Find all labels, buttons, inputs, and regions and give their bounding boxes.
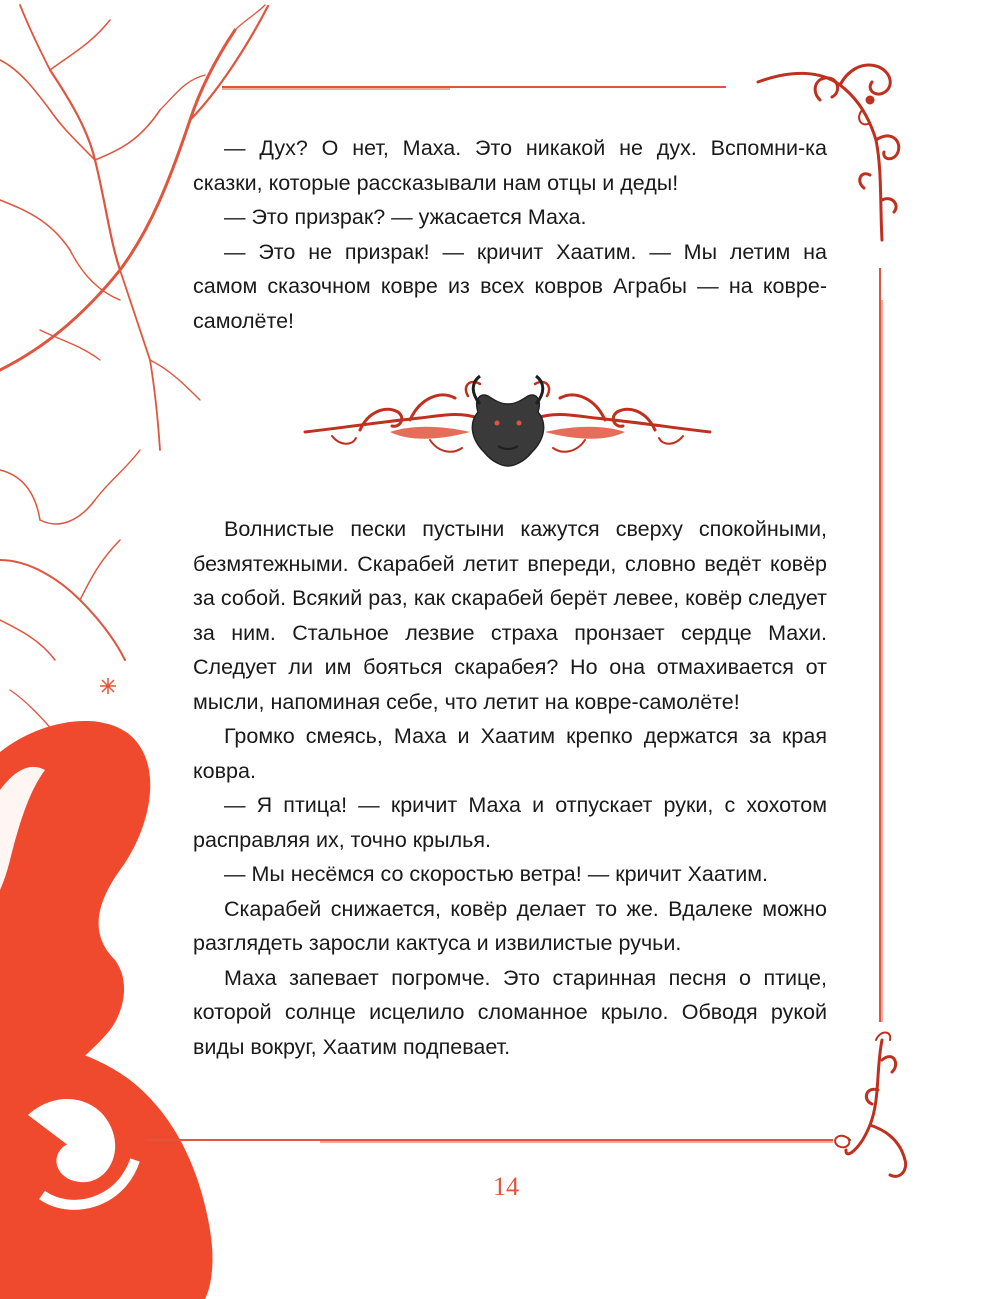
paragraph: — Мы несёмся со скоростью ветра! — кричит Хаатим. <box>224 862 768 886</box>
corner-flourish-icon <box>835 1033 906 1177</box>
paragraph: Маха запевает погромче. Это старинная песня о птице, которой солнце исцелило сломанное крыло. Обводя рукой виды вокруг, Хаатим подпевает. <box>193 965 827 1059</box>
paragraph: — Это не призрак! — кричит Хаатим. — Мы летим на самом сказочном ковре из всех ковров Аграбы — на ковре-самолёте! <box>193 239 827 333</box>
paragraph: Волнистые пески пустыни кажутся сверху спокойными, безмятежными. Скарабей летит впереди, словно ведёт ковёр за собой. Всякий раз, как скарабей берёт левее, ковёр следует за ним. Стальное лезвие страха пронзает сердце Махи. Следует ли им бояться скарабея? Но она отмахивается от мысли, напоминая себе, что летит на ковре-самолёте! <box>193 517 827 714</box>
demon-head-ornament-icon <box>305 376 710 466</box>
paragraph: — Это призрак? — ужасается Маха. <box>224 205 587 229</box>
paragraph: — Дух? О нет, Маха. Это никакой не дух. Вспомни-ка сказки, которые рассказывали нам отцы и деды! <box>193 136 827 195</box>
text-block-bottom <box>193 512 827 1064</box>
paragraph: Громко смеясь, Маха и Хаатим крепко держатся за края ковра. <box>193 724 827 783</box>
paragraph: — Я птица! — кричит Маха и отпускает руки, с хохотом расправляя их, точно крылья. <box>193 793 827 852</box>
paragraph: Скарабей снижается, ковёр делает то же. Вдалеке можно разглядеть заросли кактуса и извилистые ручьи. <box>193 896 827 955</box>
page-number: 14 <box>493 1172 519 1201</box>
red-swirl-illustration <box>0 721 212 1299</box>
text-block-top <box>193 131 827 338</box>
